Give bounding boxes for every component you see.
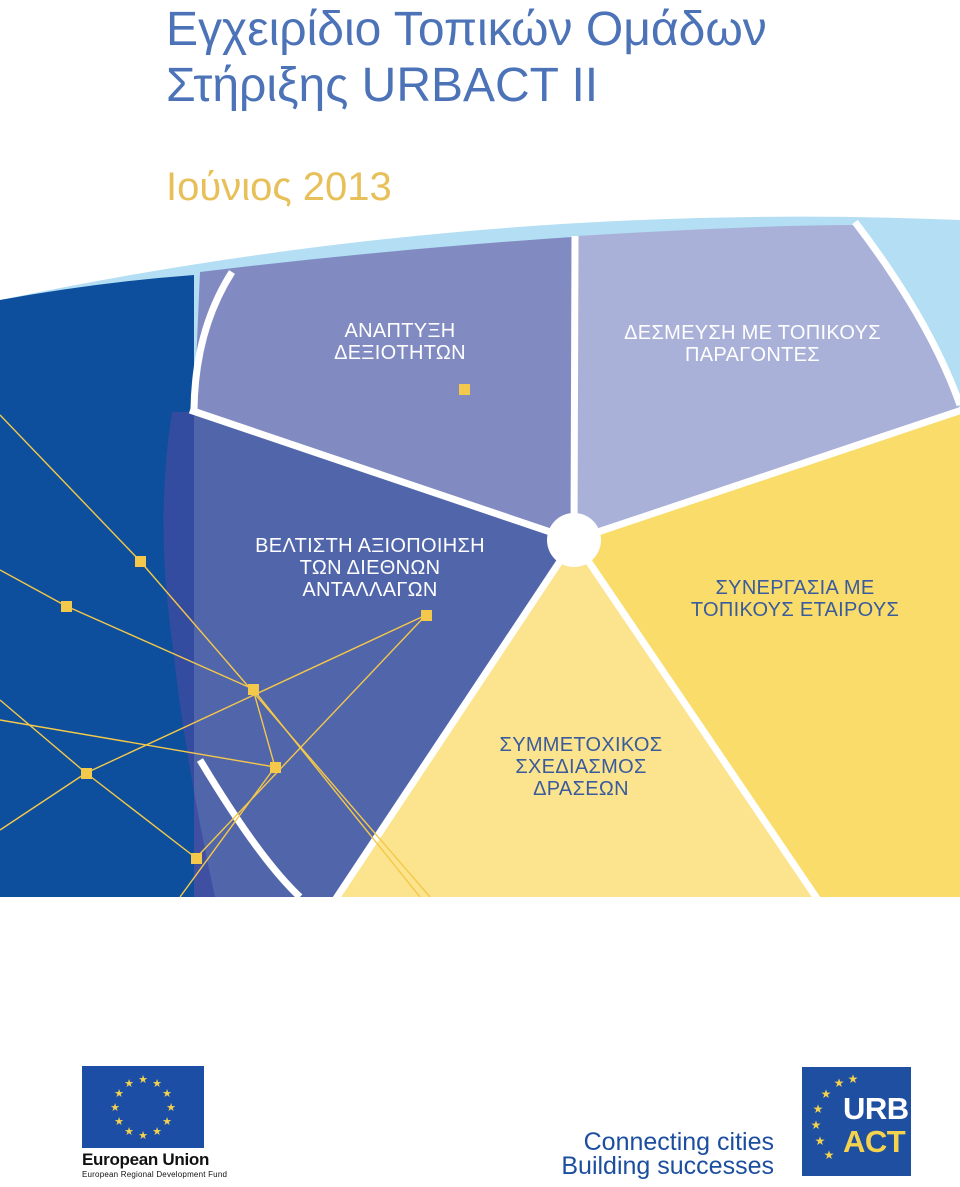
segment-label-line: ΔΕΣΜΕΥΣΗ ΜΕ ΤΟΠΙΚΟΥΣ (624, 322, 881, 344)
tagline (561, 1130, 774, 1178)
svg-text:★: ★ (166, 1101, 176, 1114)
segment-label-line: ΑΝΑΠΤΥΞΗ (344, 320, 456, 342)
segment-label-line: ΣΧΕΔΙΑΣΜΟΣ (515, 756, 647, 778)
svg-text:★: ★ (812, 1102, 824, 1116)
segment-label-line: ΤΟΠΙΚΟΥΣ ΕΤΑΙΡΟΥΣ (690, 599, 900, 621)
segment-label-line: ΣΥΜΜΕΤΟΧΙΚΟΣ (499, 734, 663, 756)
eu-stars-icon (82, 1066, 204, 1148)
segment-label-line: ΑΝΤΑΛΛΑΓΩΝ (302, 579, 438, 601)
title-line-2: Στήριξης URBACT II (166, 59, 599, 112)
svg-text:★: ★ (162, 1115, 172, 1128)
eu-flag-logo (82, 1066, 204, 1148)
svg-text:★: ★ (152, 1125, 162, 1138)
svg-text:★: ★ (114, 1115, 124, 1128)
segment-label-skills (300, 320, 500, 364)
svg-text:★: ★ (152, 1077, 162, 1090)
svg-text:★: ★ (110, 1101, 120, 1114)
svg-text:★: ★ (138, 1073, 148, 1086)
svg-text:★: ★ (847, 1072, 859, 1086)
segment-label-line: ΤΩΝ ΔΙΕΘΝΩΝ (299, 557, 441, 579)
segment-label-partners (665, 577, 925, 621)
tagline-line-1: Connecting cities (583, 1128, 774, 1156)
segment-label-exchanges (230, 535, 510, 601)
svg-text:★: ★ (138, 1129, 148, 1142)
title-line-1: Εγχειρίδιο Τοπικών Ομάδων (166, 3, 767, 56)
svg-text:★: ★ (820, 1087, 832, 1101)
svg-text:★: ★ (162, 1087, 172, 1100)
urbact-wordmark-top: URB (843, 1091, 909, 1126)
svg-text:★: ★ (823, 1148, 835, 1162)
eu-name-label: European Union (82, 1150, 210, 1169)
segment-label-planning (460, 734, 702, 800)
eu-fund-label: European Regional Development Fund (82, 1170, 228, 1179)
urbact-wordmark-bottom: ACT (843, 1124, 906, 1159)
segment-label-line: ΒΕΛΤΙΣΤΗ ΑΞΙΟΠΟΙΗΣΗ (255, 535, 485, 557)
tagline-line-2: Building successes (561, 1152, 774, 1180)
svg-text:★: ★ (124, 1125, 134, 1138)
svg-text:★: ★ (810, 1118, 822, 1132)
svg-text:★: ★ (114, 1087, 124, 1100)
segment-label-commitment (600, 322, 905, 366)
segment-label-line: ΠΑΡΑΓΟΝΤΕΣ (685, 344, 820, 366)
svg-text:★: ★ (124, 1077, 134, 1090)
segment-label-line: ΔΡΑΣΕΩΝ (533, 778, 629, 800)
hub-circle (547, 513, 601, 567)
urbact-wordmark (843, 1092, 909, 1158)
publication-date: Ιούνιος 2013 (166, 165, 392, 209)
svg-text:★: ★ (814, 1134, 826, 1148)
svg-text:★: ★ (833, 1076, 845, 1090)
segment-label-line: ΔΕΞΙΟΤΗΤΩΝ (334, 342, 466, 364)
segment-label-line: ΣΥΝΕΡΓΑΣΙΑ ΜΕ (715, 577, 875, 599)
